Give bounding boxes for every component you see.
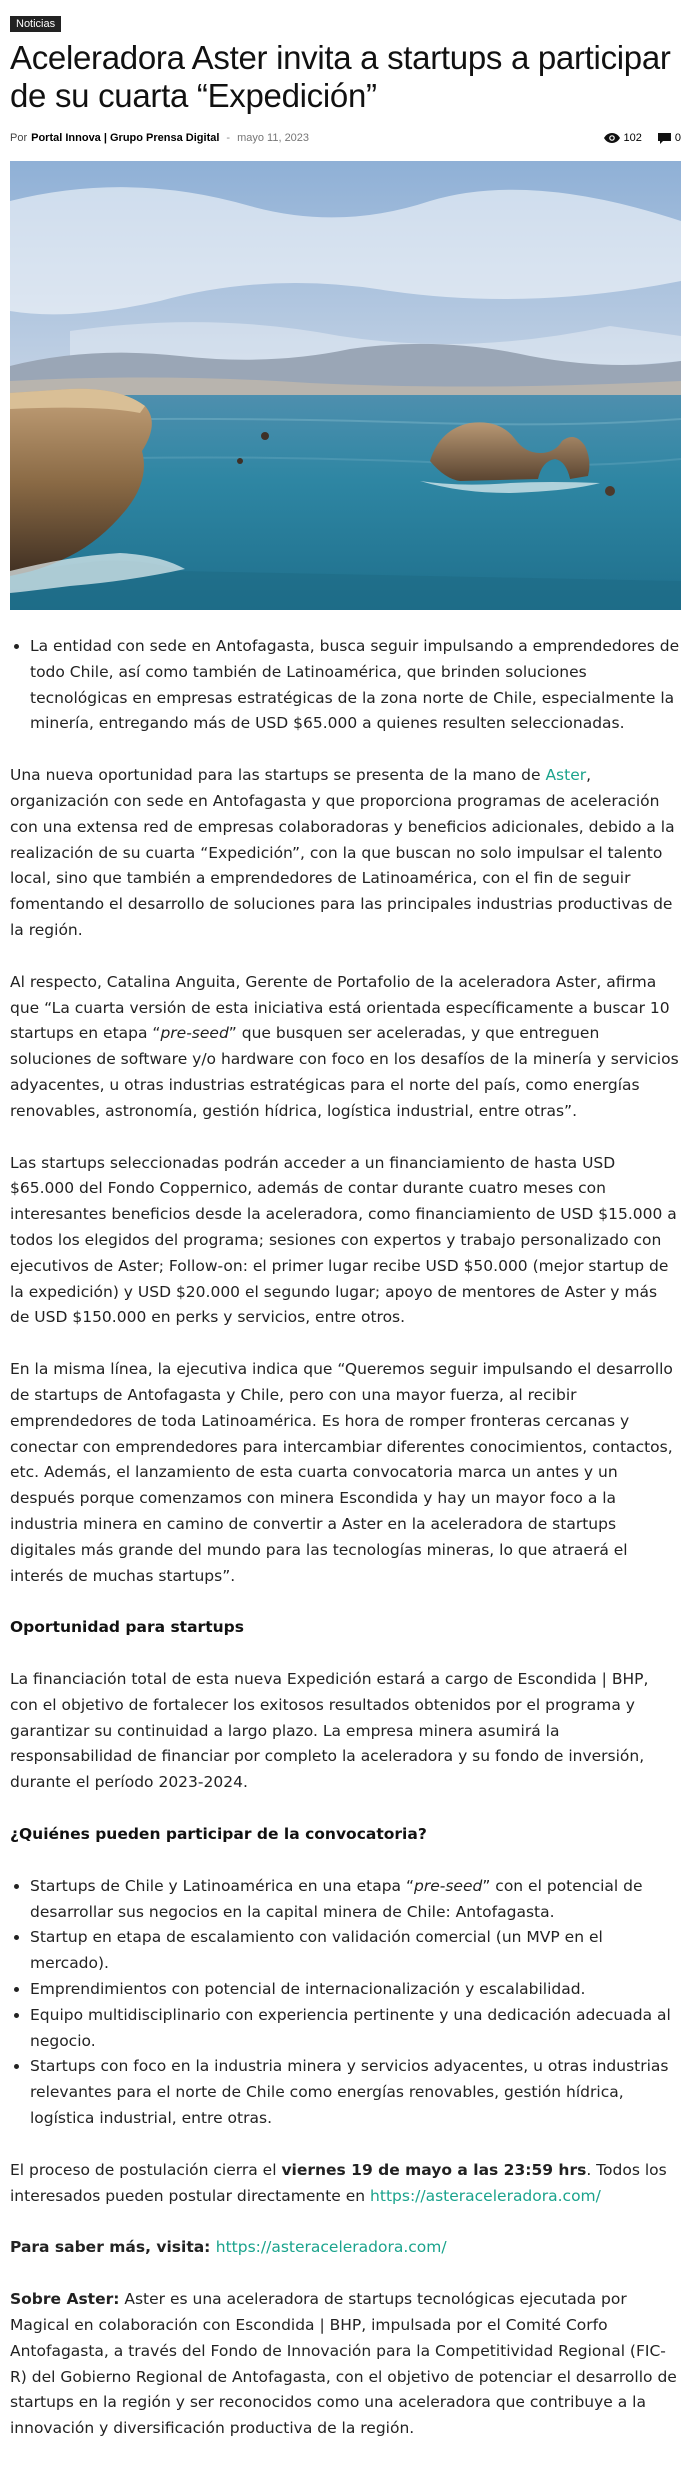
paragraph-more-info (10, 2235, 681, 2261)
heading-opportunity: Oportunidad para startups (10, 1618, 244, 1637)
quote-text-after: ” que busquen ser aceleradas, y que entreguen soluciones de software y/o hardware con foco en los desafíos de la minería y servicios adyacentes, u otras industrias estratégicas para el norte del país, como energías renovables, astronomía, gestión hídrica, logística industrial, entre otras”. (10, 1024, 679, 1120)
requirement-text-before: Startups de Chile y Latinoamérica en una etapa “ (30, 1876, 415, 1895)
paragraph-quote-anguita (10, 970, 681, 1125)
requirement-item (30, 1874, 681, 1926)
by-label: Por (10, 132, 28, 144)
more-info-label: Para saber más, visita: (10, 2238, 216, 2257)
article-meta (10, 129, 681, 147)
publish-date: mayo 11, 2023 (237, 132, 310, 144)
byline (10, 132, 309, 144)
highlight-list (30, 634, 681, 737)
comment-icon (658, 133, 671, 144)
apply-link[interactable]: https://asteraceleradora.com/ (370, 2186, 601, 2205)
paragraph-deadline (10, 2158, 681, 2210)
paragraph-executive-quote: En la misma línea, la ejecutiva indica que “Queremos seguir impulsando el desarrollo de startups de Antofagasta y Chile, pero con una mayor fuerza, al recibir emprendedores de toda Latinoamérica. Es hora de romper fronteras cercanas y conectar con emprendedores para intercambiar diferentes conocimientos, contactos, etc. Además, el lanzamiento de esta cuarta convocatoria marca un antes y un después porque comenzamos con minera Escondida y hay un mayor foco a la industria minera en camino de convertir a Aster en la aceleradora de startups digitales más grande del mundo para las tecnologías mineras, lo que atraerá el interés de muchas startups”. (10, 1360, 673, 1585)
deadline-text-mid: . Todos los interesados pueden postular directamente en (10, 2160, 667, 2205)
requirements-list (30, 1874, 681, 2132)
paragraph-intro (10, 763, 681, 944)
pre-seed-emphasis: pre-seed (160, 1024, 229, 1043)
hero-image (10, 161, 681, 610)
category-tag[interactable]: Noticias (10, 16, 61, 32)
aster-link[interactable]: Aster (545, 766, 587, 785)
author-link[interactable]: Portal Innova | Grupo Prensa Digital (31, 132, 220, 144)
deadline-text-before: El proceso de postulación cierra el (10, 2160, 282, 2179)
requirement-item: • Equipo multidisciplinario con experiencia pertinente y una dedicación adecuada al negocio. (30, 2003, 681, 2055)
comments-count[interactable] (658, 132, 681, 144)
paragraph-about-aster (10, 2287, 681, 2442)
heading-who-can-participate: ¿Quiénes pueden participar de la convocatoria? (10, 1825, 427, 1844)
about-aster-label: Sobre Aster: (10, 2290, 120, 2309)
about-aster-text: Aster es una aceleradora de startups tecnológicas ejecutada por Magical en colaboración con Escondida | BHP, impulsada por el Comité Corfo Antofagasta, a través del Fondo de Innovación para la Competitividad Regional (FIC-R) del Gobierno Regional de Antofagasta, con el objetivo de potenciar el desarrollo de startups en la región y ser reconocidos como una aceleradora que contribuye a la innovación y diversificación productiva de la región. (10, 2290, 677, 2438)
requirement-item: • Emprendimientos con potencial de internacionalización y escalabilidad. (30, 1977, 681, 2003)
quote-text-before: Al respecto, Catalina Anguita, Gerente de Portafolio de la aceleradora Aster, afirma que “La cuarta versión de esta iniciativa está orientada específicamente a buscar 10 startups en etapa “ (10, 972, 670, 1043)
article-body (10, 634, 681, 2442)
requirement-item: • Startup en etapa de escalamiento con validación comercial (un MVP en el mercado). (30, 1925, 681, 1977)
requirement-item: • Startups con foco en la industria minera y servicios adyacentes, u otras industrias relevantes para el norte de Chile como energías renovables, gestión hídrica, logística industrial, entre otras. (30, 2054, 681, 2131)
views-count (604, 132, 642, 144)
views-value: 102 (623, 132, 642, 144)
more-info-link[interactable]: https://asteraceleradora.com/ (215, 2238, 447, 2257)
eye-icon (604, 133, 620, 143)
paragraph-financing: Las startups seleccionadas podrán acceder a un financiamiento de hasta USD $65.000 del Fondo Coppernico, además de contar durante cuatro meses con interesantes beneficios desde la aceleradora, como financiamiento de USD $15.000 a todos los elegidos del programa; sesiones con expertos y trabajo personalizado con ejecutivos de Aster; Follow-on: el primer lugar recibe USD $50.000 (mejor startup de la expedición) y USD $20.000 el segundo lugar; apoyo de mentores de Aster y más de USD $150.000 en perks y servicios, entre otros. (10, 1153, 677, 1327)
deadline-date: viernes 19 de mayo a las 23:59 hrs (281, 2160, 587, 2179)
paragraph-escondida: La financiación total de esta nueva Expedición estará a cargo de Escondida | BHP, con el objetivo de fortalecer los exitosos resultados obtenidos por el programa y garantizar su continuidad a largo plazo. La empresa minera asumirá la responsabilidad de financiar por completo la aceleradora y su fondo de inversión, durante el período 2023-2024. (10, 1670, 649, 1792)
highlight-item: • La entidad con sede en Antofagasta, busca seguir impulsando a emprendedores de todo Chile, así como también de Latinoamérica, que brinden soluciones tecnológicas en empresas estratégicas de la zona norte de Chile, especialmente la minería, entregando más de USD $65.000 a quienes resulten seleccionadas. (30, 634, 681, 737)
pre-seed-emphasis: pre-seed (414, 1876, 483, 1895)
intro-text-after: , organización con sede en Antofagasta y que proporciona programas de aceleración con una extensa red de empresas colaboradoras y beneficios adicionales, debido a la realización de su cuarta “Expedición”, con la que buscan no solo impulsar el talento local, sino que también a emprendedores de Latinoamérica, con el fin de seguir fomentando el desarrollo de soluciones para las principales industrias productivas de la región. (10, 766, 675, 939)
byline-separator: - (226, 132, 231, 144)
comments-value: 0 (674, 132, 681, 144)
intro-text-before: Una nueva oportunidad para las startups se presenta de la mano de (10, 766, 546, 785)
article-title: Aceleradora Aster invita a startups a participar de su cuarta “Expedición” (10, 39, 671, 114)
requirement-text-after: ” con el potencial de desarrollar sus negocios en la capital minera de Chile: Antofagasta. (30, 1876, 643, 1921)
article-stats (604, 132, 681, 144)
